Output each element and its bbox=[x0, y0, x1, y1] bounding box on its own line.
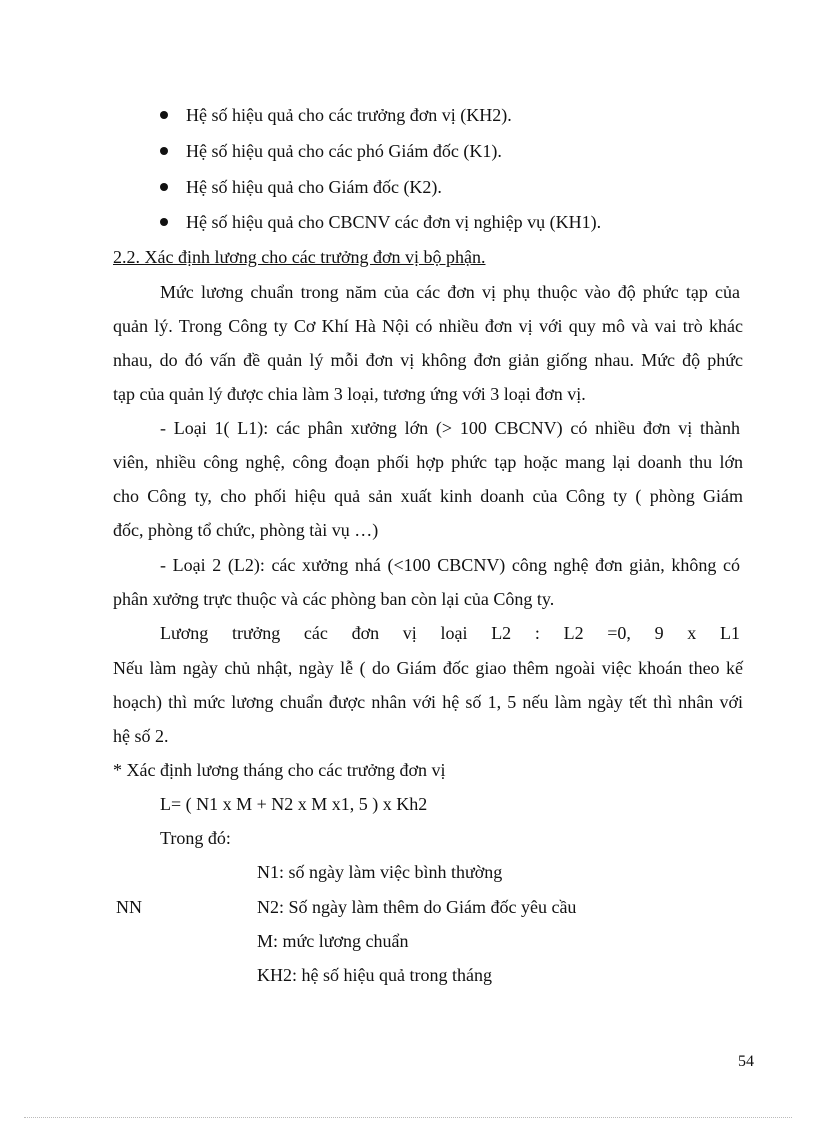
where-label: Trong đó: bbox=[160, 828, 231, 848]
paragraph-line: phân xưởng trực thuộc và các phòng ban còn lại của Công ty. bbox=[113, 589, 555, 609]
paragraph-line: cho Công ty, cho phối hiệu quả sản xuất kinh doanh của Công ty ( phòng Giám bbox=[113, 486, 743, 506]
bullet-dot-icon bbox=[160, 111, 168, 119]
bullet-item bbox=[160, 139, 502, 163]
side-label: NN bbox=[116, 897, 142, 917]
paragraph-line: Mức lương chuẩn trong năm của các đơn vị phụ thuộc vào độ phức tạp của bbox=[160, 282, 740, 302]
bullet-text: Hệ số hiệu quả cho các phó Giám đốc (K1). bbox=[186, 141, 502, 161]
bullet-dot-icon bbox=[160, 218, 168, 226]
page-number: 54 bbox=[738, 1053, 754, 1070]
paragraph-line: Lương trưởng các đơn vị loại L2 : L2 =0, 9 x L1 bbox=[160, 623, 740, 643]
bullet-item bbox=[160, 103, 512, 127]
paragraph-line: Nếu làm ngày chủ nhật, ngày lễ ( do Giám đốc giao thêm ngoài việc khoán theo kế bbox=[113, 658, 743, 678]
formula: L= ( N1 x M + N2 x M x1, 5 ) x Kh2 bbox=[160, 794, 428, 814]
paragraph-line: - Loại 1( L1): các phân xưởng lớn (> 100 CBCNV) có nhiều đơn vị thành bbox=[160, 418, 740, 438]
paragraph-line: - Loại 2 (L2): các xưởng nhá (<100 CBCNV) công nghệ đơn giản, không có bbox=[160, 555, 740, 575]
paragraph-line: hoạch) thì mức lương chuẩn được nhân với hệ số 1, 5 nếu làm ngày tết thì nhân với bbox=[113, 692, 743, 712]
bullet-text: Hệ số hiệu quả cho Giám đốc (K2). bbox=[186, 177, 442, 197]
paragraph-line: viên, nhiều công nghệ, công đoạn phối hợp phức tạp hoặc mang lại doanh thu lớn bbox=[113, 452, 743, 472]
definition-item: M: mức lương chuẩn bbox=[257, 931, 409, 951]
bullet-dot-icon bbox=[160, 183, 168, 191]
definition-item: N1: số ngày làm việc bình thường bbox=[257, 862, 503, 882]
monthly-heading: * Xác định lương tháng cho các trưởng đơn vị bbox=[113, 760, 446, 780]
paragraph-line: nhau, do đó vấn đề quản lý mỗi đơn vị không đơn giản giống nhau. Mức độ phức bbox=[113, 350, 743, 370]
bullet-text: Hệ số hiệu quả cho CBCNV các đơn vị nghiệp vụ (KH1). bbox=[186, 212, 602, 232]
bullet-text: Hệ số hiệu quả cho các trưởng đơn vị (KH2). bbox=[186, 105, 512, 125]
section-heading: 2.2. Xác định lương cho các trưởng đơn vị bộ phận. bbox=[113, 247, 486, 267]
bullet-item bbox=[160, 210, 601, 234]
paragraph-line: đốc, phòng tổ chức, phòng tài vụ …) bbox=[113, 520, 379, 540]
definition-item: KH2: hệ số hiệu quả trong tháng bbox=[257, 965, 492, 985]
paragraph-line: tạp của quản lý được chia làm 3 loại, tương ứng với 3 loại đơn vị. bbox=[113, 384, 586, 404]
bullet-dot-icon bbox=[160, 147, 168, 155]
definition-item: N2: Số ngày làm thêm do Giám đốc yêu cầu bbox=[257, 897, 577, 917]
paragraph-line: quản lý. Trong Công ty Cơ Khí Hà Nội có nhiều đơn vị với quy mô và vai trò khác bbox=[113, 316, 743, 336]
paragraph-line: hệ số 2. bbox=[113, 726, 169, 746]
bullet-item bbox=[160, 175, 442, 199]
footer-divider bbox=[24, 1117, 792, 1118]
